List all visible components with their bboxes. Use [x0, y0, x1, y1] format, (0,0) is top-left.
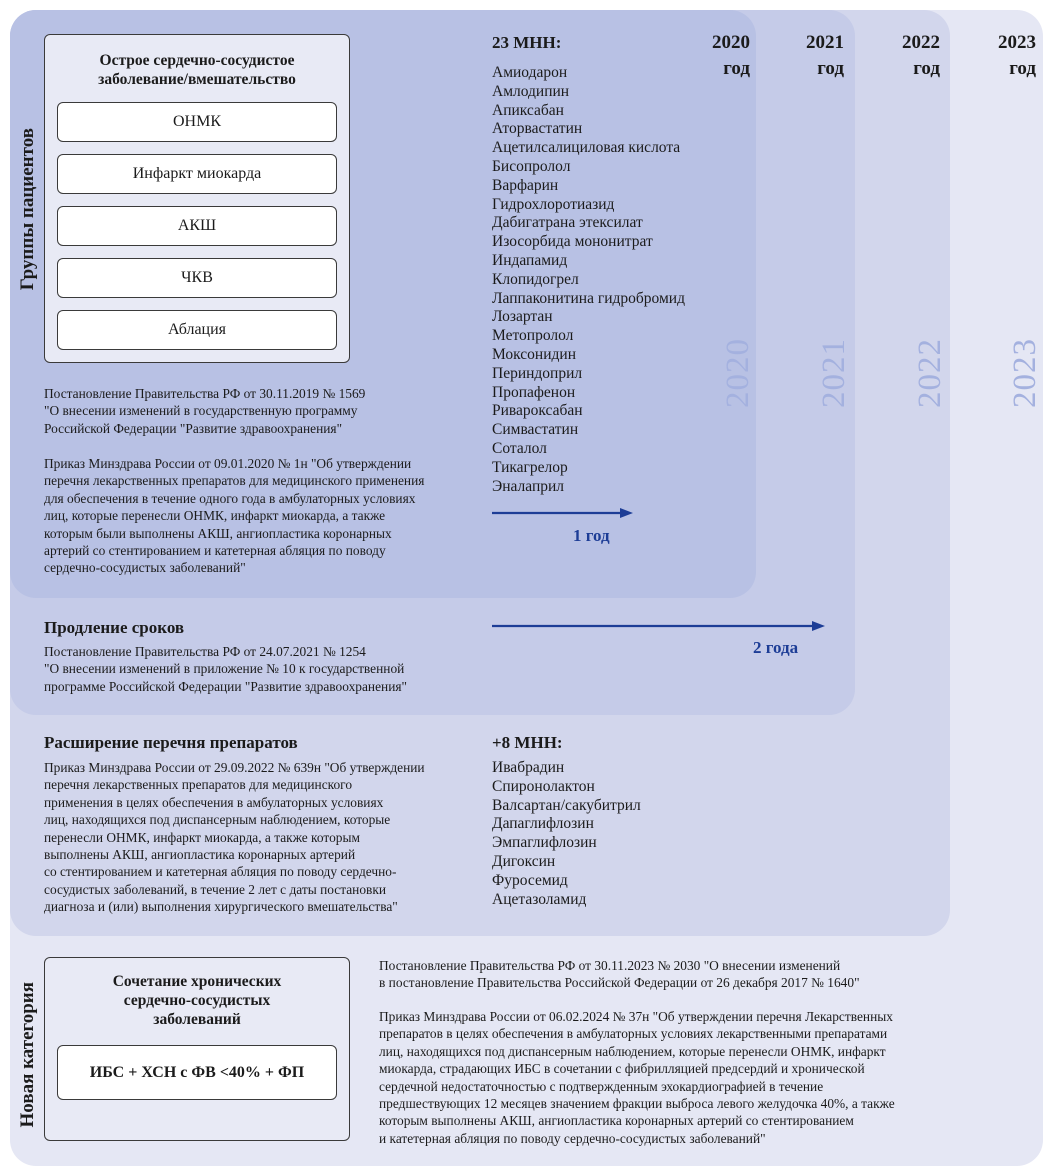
decree-2023-2030	[379, 957, 860, 992]
year-header-2021-year: 2021	[806, 32, 844, 53]
drug-item: Ацетазоламид	[492, 890, 587, 908]
year-header-2023	[956, 30, 1036, 82]
item-onmk: ОНМК	[57, 102, 337, 142]
year-header-2020-year: 2020	[712, 32, 750, 53]
drug-item: Клопидогрел	[492, 270, 579, 288]
drug-item: Ивабрадин	[492, 759, 565, 776]
year-header-2023-word: год	[1009, 58, 1036, 79]
drug-item: Индапамид	[492, 251, 568, 269]
text-line: артерий со стентированием и катетерная абляция по поводу	[44, 543, 386, 559]
drug-item: Дапаглифлозин	[492, 815, 594, 833]
drug-item: Ацетилсалициловая кислота	[492, 139, 681, 157]
text-line: применения в целях обеспечения в амбулаторных условиях	[44, 794, 384, 810]
text-line: Приказ Минздрава России от 06.02.2024 № 37н "Об утверждении перечня Лекарственных	[379, 1009, 893, 1024]
text-line: сердечно-сосудистых заболеваний"	[44, 560, 246, 576]
drug-item: Дабигатрана этексилат	[492, 214, 643, 232]
drug-item: Симвастатин	[492, 421, 579, 439]
acute-events-box	[44, 34, 350, 363]
decree-2019-1569	[44, 385, 365, 437]
text-line: со стентированием и катетерная абляция по поводу сердечно-	[44, 864, 397, 880]
text-line: Приказ Минздрава России от 09.01.2020 № 1н "Об утверждении	[44, 456, 412, 471]
arrow-2-years-label: 2 года	[753, 638, 799, 657]
drug-item: Ривароксабан	[492, 402, 583, 420]
chronic-title-line: Сочетание хронических	[112, 973, 282, 990]
text-line: Постановление Правительства РФ от 30.11.2019 № 1569	[44, 386, 366, 401]
text-line: миокарда, страдающих ИБС в сочетании с фибрилляцией предсердий и хронической	[379, 1061, 865, 1077]
year-header-2023-year: 2023	[998, 32, 1036, 53]
text-line: выполнены АКШ, ангиопластика коронарных артерий	[44, 847, 356, 863]
chronic-title-line: заболеваний	[153, 1011, 241, 1028]
drug-item: Лозартан	[492, 308, 553, 326]
year-header-2021	[764, 30, 844, 82]
text-line: в постановление Правительства Российской Федерации от 26 декабря 2017 № 1640"	[379, 975, 860, 991]
text-line: лиц, находящихся под диспансерным наблюдением, которые перенесли ОНМК, инфаркт	[379, 1043, 886, 1059]
drug-item: Амиодарон	[492, 64, 568, 81]
text-line: лиц, находящихся под диспансерным наблюдением, которые	[44, 812, 391, 828]
order-2024-37n	[379, 1008, 895, 1147]
chronic-diseases-box	[44, 957, 350, 1141]
expansion-title: Расширение перечня препаратов	[44, 733, 298, 752]
drug-item: Изосорбида мононитрат	[492, 233, 653, 251]
drug-item: Периндоприл	[492, 364, 583, 382]
text-line: "О внесении изменений в государственную программу	[44, 403, 358, 419]
text-line: перечня лекарственных препаратов для медицинского применения	[44, 473, 425, 489]
vertical-year-2023: 2023	[1007, 338, 1043, 408]
vertical-year-2021: 2021	[816, 338, 852, 408]
drugs-8-list	[492, 759, 641, 909]
drugs-23-title: 23 МНН:	[492, 33, 562, 52]
drug-item: Спиронолактон	[492, 777, 595, 795]
text-line: перенесли ОНМК, инфаркт миокарда, а также которым	[44, 829, 360, 845]
item-pci: ЧКВ	[57, 258, 337, 298]
chronic-diseases-title	[45, 972, 349, 1029]
acute-events-title-line: заболевание/вмешательство	[98, 71, 296, 88]
text-line: которым были выполнены АКШ, ангиопластика коронарных	[44, 525, 392, 541]
year-header-2022	[860, 30, 940, 82]
chronic-title-line: сердечно-сосудистых	[123, 992, 271, 1009]
drug-item: Эмпаглифлозин	[492, 834, 597, 852]
drug-item: Варфарин	[492, 176, 559, 194]
drug-item: Тикагрелор	[492, 458, 568, 476]
text-line: препаратов в целях обеспечения в амбулаторных условиях лекарственными препаратами	[379, 1026, 888, 1042]
year-header-2021-word: год	[817, 58, 844, 79]
drug-item: Соталол	[492, 439, 547, 457]
item-cabg: АКШ	[57, 206, 337, 246]
year-header-2022-year: 2022	[902, 32, 940, 53]
text-line: и катетерная абляция по поводу сердечно-сосудистых заболеваний"	[379, 1130, 766, 1146]
drug-item: Метопролол	[492, 327, 574, 345]
text-line: Приказ Минздрава России от 29.09.2022 № 639н "Об утверждении	[44, 760, 425, 775]
text-line: предшествующих 12 месяцев значением фракции выброса левого желудочка 40%, а также	[379, 1096, 895, 1112]
drugs-23-list	[492, 64, 685, 496]
item-myocardial-infarction: Инфаркт миокарда	[57, 154, 337, 194]
side-label-patient-groups: Группы пациентов	[17, 128, 38, 291]
drug-item: Эналаприл	[492, 477, 565, 495]
text-line: для обеспечения в течение одного года в амбулаторных условиях	[44, 490, 416, 506]
drug-item: Фуросемид	[492, 871, 568, 889]
order-2022-639n	[44, 759, 425, 916]
text-line: Российской Федерации "Развитие здравоохранения"	[44, 420, 343, 436]
drug-item: Лаппаконитина гидробромид	[492, 289, 685, 307]
item-ablation: Аблация	[57, 310, 337, 350]
text-line: сердечной недостаточностью с подтвержденным эхокардиографией в течение	[379, 1078, 824, 1094]
drug-item: Апиксабан	[492, 101, 564, 119]
drug-item: Аторвастатин	[492, 120, 583, 138]
text-line: которым выполнены АКШ, ангиопластика коронарных артерий со стентированием	[379, 1113, 854, 1129]
text-line: лиц, которые перенесли ОНМК, инфаркт миокарда, а также	[44, 508, 386, 524]
drug-item: Амлодипин	[492, 82, 570, 100]
text-line: программе Российской Федерации "Развитие здравоохранения"	[44, 678, 407, 694]
decree-2021-1254	[44, 643, 407, 695]
text-line: диагноза и (или) выполнения хирургического вмешательства"	[44, 899, 398, 915]
arrow-1-year-label: 1 год	[573, 526, 610, 545]
acute-events-title	[45, 51, 349, 89]
text-line: перечня лекарственных препаратов для медицинского	[44, 777, 353, 793]
arrow-2-years	[492, 619, 826, 633]
side-label-new-category: Новая категория	[17, 982, 38, 1128]
year-header-2020-word: год	[723, 58, 750, 79]
drug-item: Дигоксин	[492, 852, 556, 870]
vertical-year-2022: 2022	[912, 338, 948, 408]
year-header-2022-word: год	[913, 58, 940, 79]
text-line: Постановление Правительства РФ от 24.07.2021 № 1254	[44, 644, 366, 659]
arrow-1-year	[492, 506, 634, 520]
drug-item: Гидрохлоротиазид	[492, 195, 615, 213]
drug-item: Моксонидин	[492, 345, 576, 363]
drugs-8-title: +8 МНН:	[492, 733, 563, 752]
order-2020-1n	[44, 455, 424, 577]
acute-events-title-line: Острое сердечно-сосудистое	[99, 52, 295, 69]
vertical-year-2020: 2020	[720, 338, 756, 408]
extension-title: Продление сроков	[44, 618, 185, 637]
chronic-combination-item: ИБС + ХСН с ФВ <40% + ФП	[57, 1045, 337, 1100]
text-line: Постановление Правительства РФ от 30.11.2023 № 2030 "О внесении изменений	[379, 958, 841, 973]
drug-item: Пропафенон	[492, 383, 576, 401]
text-line: "О внесении изменений в приложение № 10 к государственной	[44, 661, 405, 677]
text-line: сосудистых заболеваний, в течение 2 лет с даты постановки	[44, 881, 387, 897]
drug-item: Бисопролол	[492, 157, 571, 175]
drug-item: Валсартан/сакубитрил	[492, 796, 641, 814]
